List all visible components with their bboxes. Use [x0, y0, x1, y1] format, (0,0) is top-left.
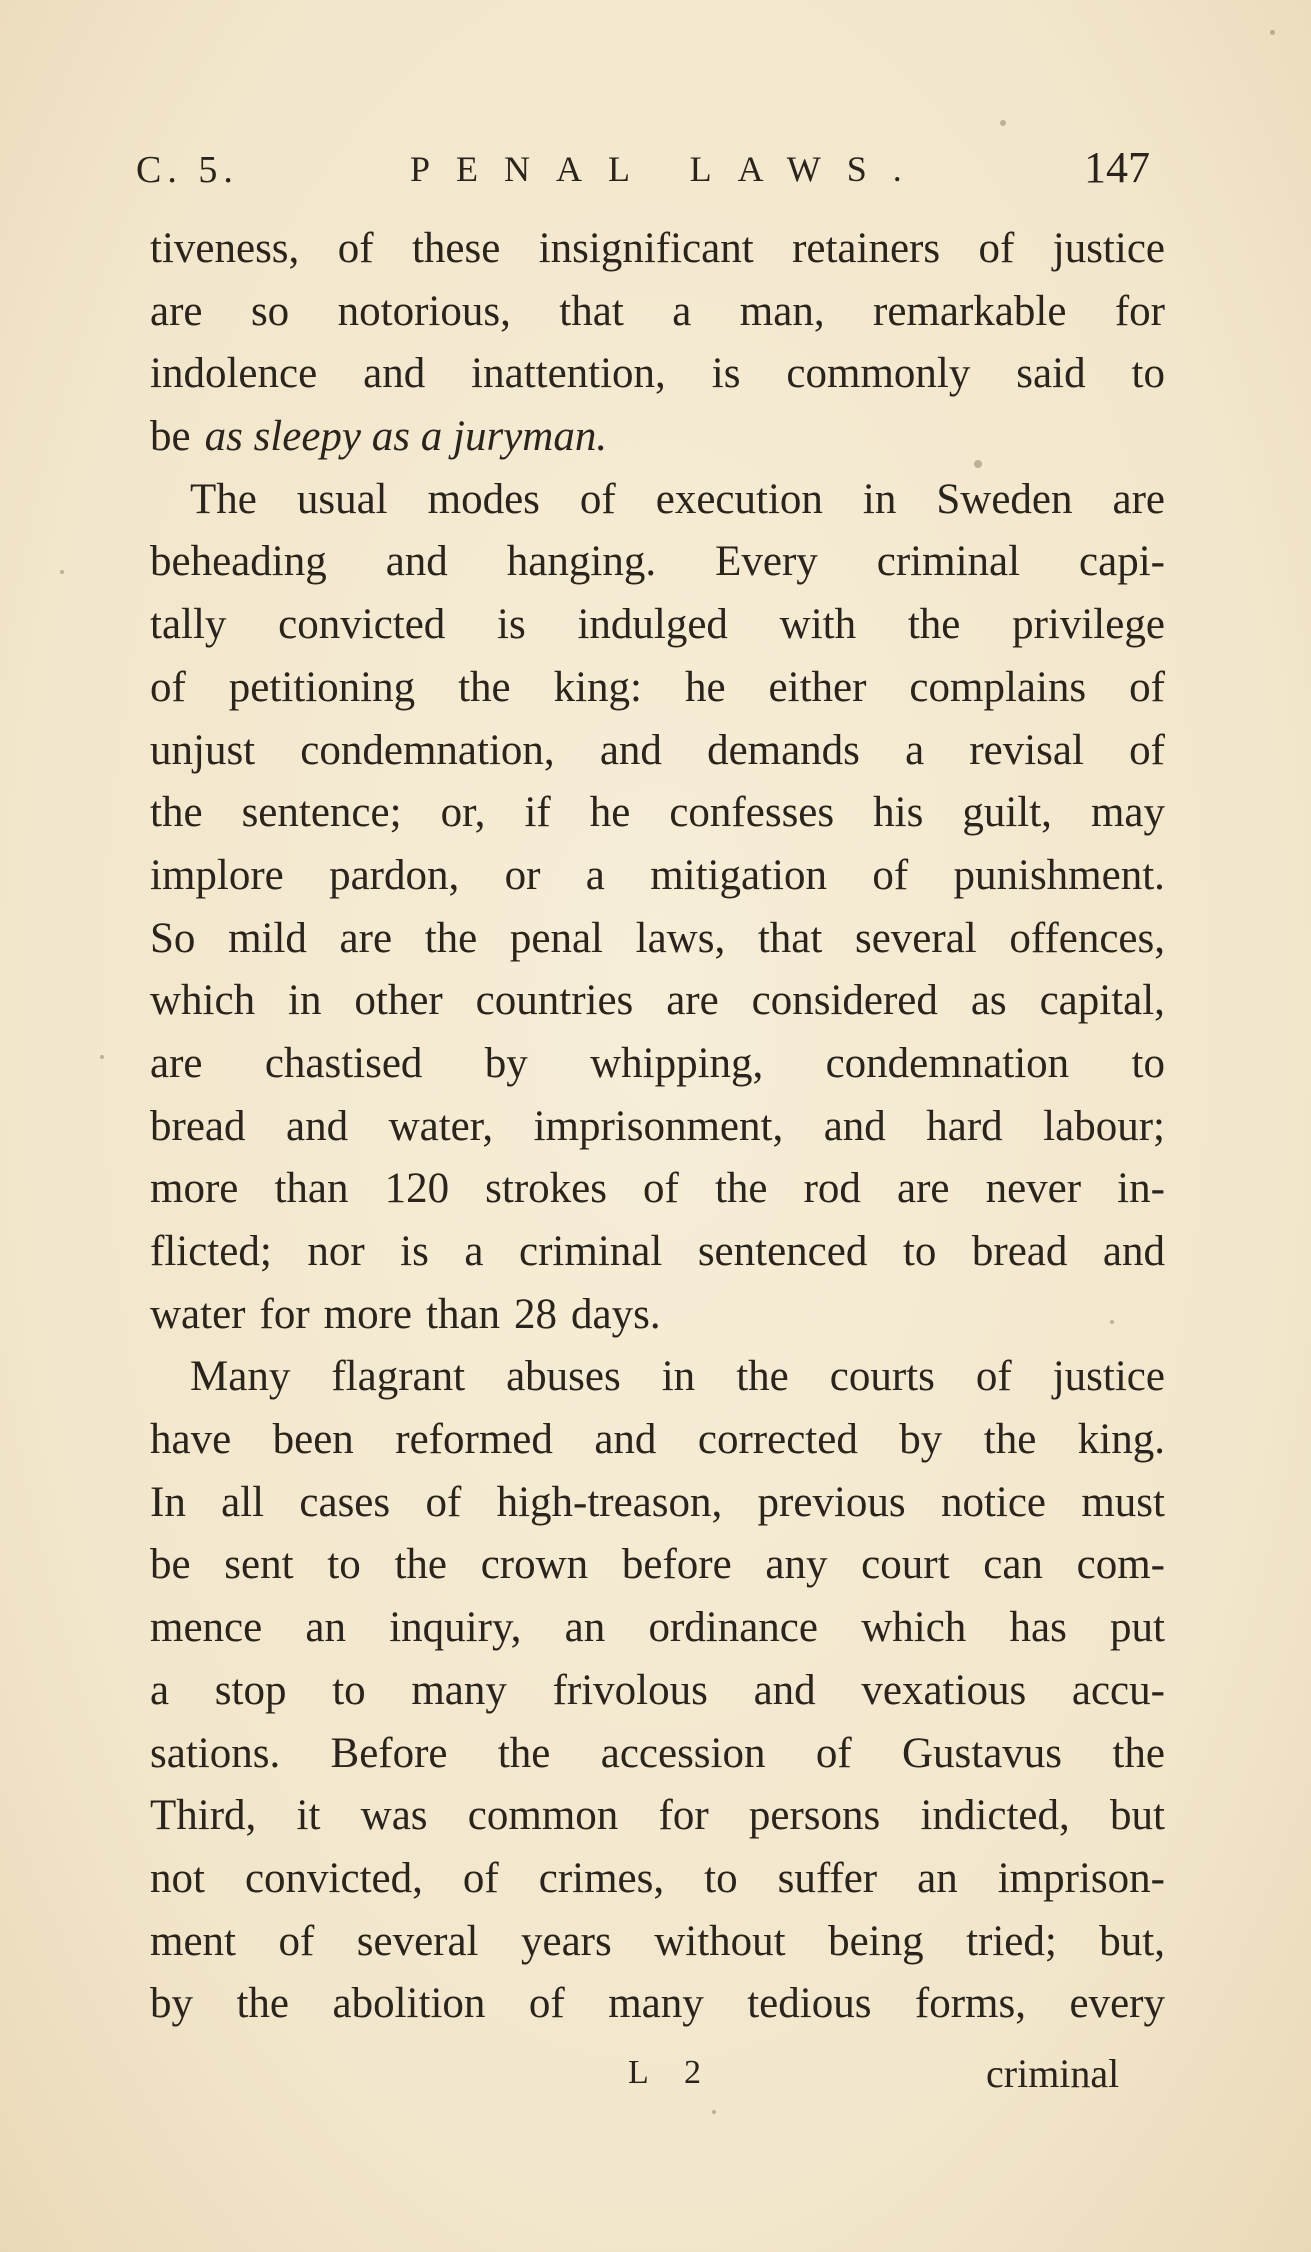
- word: stop: [214, 1666, 287, 1714]
- word: being: [828, 1917, 924, 1965]
- word: an: [564, 1604, 606, 1652]
- word: sentence;: [241, 789, 402, 837]
- word: but: [1109, 1792, 1165, 1840]
- word: beheading: [150, 538, 327, 586]
- text-line: [150, 218, 1165, 281]
- word: ordinance: [648, 1604, 818, 1652]
- word: and: [1102, 1228, 1165, 1275]
- word: privilege: [1012, 601, 1165, 649]
- text-line: [150, 1472, 1165, 1535]
- word: modes: [427, 475, 540, 523]
- word: retainers: [792, 225, 941, 272]
- word: king:: [553, 663, 643, 711]
- word: he: [684, 663, 726, 711]
- word: of: [150, 663, 186, 711]
- body-text: [150, 218, 1165, 2036]
- word: of: [978, 225, 1015, 272]
- word: with: [779, 601, 857, 649]
- word: Gustavus: [901, 1729, 1063, 1777]
- word: either: [768, 663, 867, 711]
- word: to: [704, 1854, 738, 1902]
- word: petitioning: [228, 663, 416, 711]
- word: is: [400, 1228, 429, 1275]
- text-line: [150, 1597, 1165, 1660]
- word: by: [899, 1416, 943, 1464]
- word: complains: [909, 663, 1087, 711]
- word: are: [896, 1165, 950, 1213]
- word: king.: [1077, 1416, 1165, 1464]
- word: sations.: [150, 1729, 281, 1777]
- word: revisal: [969, 726, 1084, 774]
- word: more: [323, 1290, 412, 1338]
- word: condemnation,: [300, 726, 555, 774]
- text-line: [150, 657, 1165, 720]
- word: forms,: [914, 1980, 1026, 2028]
- paper-speck: [712, 2110, 716, 2114]
- text-line: [150, 1911, 1165, 1974]
- text-line: [150, 970, 1165, 1033]
- word: to: [332, 1666, 366, 1714]
- word: 120: [384, 1165, 450, 1213]
- word: condemnation: [825, 1039, 1070, 1087]
- word: to: [1131, 1039, 1165, 1087]
- word: man,: [739, 287, 825, 335]
- word: persons: [748, 1792, 881, 1840]
- word: can: [983, 1541, 1043, 1589]
- word: com-: [1076, 1541, 1165, 1589]
- word: justice: [1052, 1353, 1165, 1401]
- word: of: [462, 1854, 499, 1902]
- word: execution: [655, 475, 823, 523]
- word: a: [905, 726, 925, 774]
- word: be: [150, 1541, 191, 1589]
- word: indicted,: [920, 1792, 1070, 1840]
- word: sentenced: [697, 1228, 868, 1275]
- word: bread: [150, 1102, 246, 1150]
- word: hanging.: [506, 538, 657, 586]
- page-footer: [0, 2048, 1311, 2108]
- word: the: [394, 1541, 447, 1589]
- word: must: [1081, 1478, 1165, 1526]
- word: and: [753, 1666, 816, 1714]
- word: Third,: [150, 1792, 257, 1840]
- word: Every: [715, 538, 818, 586]
- word: if: [524, 789, 551, 837]
- word: and: [599, 726, 662, 774]
- word: criminal: [876, 538, 1021, 586]
- word: crown: [480, 1541, 589, 1589]
- word: may: [1090, 789, 1165, 837]
- word: laws,: [635, 914, 726, 962]
- text-line: [150, 531, 1165, 594]
- word: So: [150, 914, 196, 962]
- word: the: [150, 789, 203, 837]
- word: in: [288, 977, 322, 1025]
- word: that: [559, 287, 624, 335]
- word: guilt,: [962, 789, 1052, 837]
- word: hard: [926, 1102, 1003, 1150]
- paper-speck: [60, 570, 64, 574]
- word: in-: [1117, 1165, 1165, 1213]
- word: as sleepy as a juryman.: [204, 413, 608, 461]
- word: unjust: [150, 726, 256, 774]
- word: of: [579, 475, 616, 523]
- text-line: [150, 1033, 1165, 1096]
- word: offences,: [1009, 914, 1165, 962]
- word: which: [861, 1604, 967, 1652]
- page-header: [0, 142, 1311, 202]
- word: remarkable: [873, 287, 1067, 335]
- word: previous: [757, 1478, 906, 1526]
- word: high-treason,: [496, 1478, 723, 1526]
- word: abuses: [506, 1353, 621, 1401]
- word: not: [150, 1854, 205, 1902]
- word: years: [520, 1917, 612, 1965]
- word: of: [872, 851, 909, 899]
- page-number: 147: [1084, 143, 1150, 192]
- word: be: [150, 413, 191, 461]
- word: many: [411, 1666, 507, 1714]
- word: and: [823, 1102, 886, 1150]
- word: as: [970, 977, 1007, 1025]
- word: than: [426, 1290, 501, 1338]
- word: every: [1069, 1980, 1165, 2028]
- word: so: [250, 287, 290, 335]
- text-line: [150, 1284, 1165, 1347]
- word: to: [902, 1228, 937, 1275]
- word: justice: [1052, 225, 1165, 272]
- word: confesses: [669, 789, 835, 837]
- paper-speck: [1000, 120, 1006, 126]
- word: convicted,: [244, 1854, 423, 1902]
- word: ment: [150, 1917, 236, 1965]
- word: reformed: [395, 1416, 553, 1464]
- text-line: [150, 1973, 1165, 2036]
- word: are: [666, 977, 719, 1025]
- word: suffer: [777, 1854, 878, 1902]
- word: and: [363, 350, 426, 398]
- word: mitigation: [650, 851, 827, 899]
- word: his: [873, 789, 924, 837]
- word: days.: [571, 1290, 661, 1338]
- text-line: [150, 469, 1165, 532]
- word: is: [711, 350, 741, 398]
- paper-speck: [1110, 1320, 1114, 1324]
- word: Sweden: [936, 475, 1073, 523]
- text-line: [150, 1096, 1165, 1159]
- word: flagrant: [331, 1353, 466, 1401]
- text-line: [150, 845, 1165, 908]
- word: in: [661, 1353, 696, 1401]
- text-line: [150, 1221, 1165, 1284]
- text-line: [150, 782, 1165, 845]
- word: flicted;: [150, 1228, 272, 1275]
- word: than: [274, 1165, 349, 1213]
- word: nor: [307, 1228, 365, 1275]
- word: of: [278, 1917, 315, 1965]
- text-line: [150, 343, 1165, 406]
- word: chastised: [264, 1039, 423, 1087]
- word: whipping,: [590, 1039, 764, 1087]
- word: a: [464, 1228, 484, 1275]
- word: corrected: [697, 1416, 858, 1464]
- word: a: [672, 287, 692, 335]
- word: mence: [150, 1604, 263, 1652]
- text-line: [150, 1409, 1165, 1472]
- text-line: [150, 1534, 1165, 1597]
- word: tedious: [747, 1980, 872, 2028]
- word: penal: [509, 914, 603, 962]
- word: the: [714, 1165, 768, 1213]
- word: put: [1110, 1604, 1165, 1652]
- word: have: [150, 1416, 232, 1464]
- word: are: [150, 287, 203, 335]
- word: pardon,: [329, 851, 460, 899]
- signature-mark: L 2: [628, 2054, 716, 2091]
- word: water: [150, 1290, 246, 1338]
- text-line: [150, 594, 1165, 657]
- text-line: [150, 720, 1165, 783]
- word: crimes,: [538, 1854, 665, 1902]
- word: to: [327, 1541, 361, 1589]
- word: the: [736, 1353, 789, 1401]
- word: but,: [1099, 1917, 1165, 1965]
- word: of: [1129, 726, 1165, 774]
- word: the: [424, 914, 478, 962]
- word: The: [190, 475, 257, 523]
- word: all: [221, 1478, 265, 1526]
- catchword: criminal: [986, 2051, 1120, 2096]
- word: mild: [228, 914, 307, 962]
- word: for: [658, 1792, 709, 1840]
- word: frivolous: [552, 1666, 708, 1714]
- word: these: [411, 225, 501, 272]
- word: the: [236, 1980, 290, 2028]
- word: it: [296, 1792, 321, 1840]
- word: vexatious: [861, 1666, 1027, 1714]
- word: imprison-: [997, 1854, 1165, 1902]
- word: notorious,: [337, 287, 511, 335]
- word: been: [272, 1416, 354, 1464]
- word: many: [608, 1980, 704, 2028]
- word: insignificant: [538, 225, 754, 272]
- word: tried;: [966, 1917, 1057, 1965]
- word: was: [360, 1792, 428, 1840]
- word: which: [150, 977, 256, 1025]
- word: capital,: [1039, 977, 1165, 1025]
- word: criminal: [519, 1228, 663, 1275]
- word: has: [1009, 1604, 1067, 1652]
- word: accession: [600, 1729, 766, 1777]
- word: labour;: [1043, 1102, 1165, 1150]
- word: imprisonment,: [533, 1102, 784, 1150]
- word: of: [528, 1980, 565, 2028]
- text-line: [150, 1848, 1165, 1911]
- word: or,: [440, 789, 486, 837]
- text-line: [150, 281, 1165, 344]
- word: Many: [190, 1353, 291, 1401]
- word: court: [861, 1541, 950, 1589]
- word: of: [425, 1478, 462, 1526]
- word: in: [862, 475, 897, 523]
- word: to: [1131, 350, 1165, 398]
- word: a: [150, 1666, 170, 1714]
- word: convicted: [278, 601, 446, 649]
- word: of: [643, 1165, 679, 1213]
- word: tiveness,: [150, 225, 300, 272]
- word: without: [654, 1917, 786, 1965]
- word: more: [150, 1165, 239, 1213]
- word: indulged: [577, 601, 728, 649]
- word: several: [854, 914, 977, 962]
- word: notice: [940, 1478, 1047, 1526]
- text-line: [150, 1158, 1165, 1221]
- text-line: [150, 1660, 1165, 1723]
- word: and: [594, 1416, 657, 1464]
- word: bread: [971, 1228, 1068, 1275]
- word: he: [589, 789, 631, 837]
- word: the: [907, 601, 961, 649]
- word: several: [356, 1917, 479, 1965]
- word: for: [1114, 287, 1165, 335]
- paper-speck: [100, 1055, 104, 1059]
- word: and: [385, 538, 448, 586]
- text-line: [150, 406, 1165, 469]
- word: for: [259, 1290, 310, 1338]
- word: any: [765, 1541, 828, 1589]
- word: a: [585, 851, 605, 899]
- word: by: [484, 1039, 528, 1087]
- word: the: [458, 663, 511, 711]
- word: before: [621, 1541, 732, 1589]
- word: are: [1112, 475, 1165, 523]
- word: punishment.: [953, 851, 1165, 899]
- text-line: [150, 1346, 1165, 1409]
- word: are: [339, 914, 393, 962]
- word: the: [983, 1416, 1037, 1464]
- word: usual: [296, 475, 388, 523]
- word: Before: [330, 1729, 448, 1777]
- word: courts: [829, 1353, 935, 1401]
- word: capi-: [1079, 538, 1165, 586]
- word: the: [1112, 1729, 1165, 1777]
- word: In: [150, 1478, 186, 1526]
- text-line: [150, 908, 1165, 971]
- word: of: [975, 1353, 1012, 1401]
- text-line: [150, 1723, 1165, 1786]
- word: inquiry,: [389, 1604, 522, 1652]
- word: demands: [707, 726, 860, 774]
- word: indolence: [150, 350, 318, 398]
- word: accu-: [1071, 1666, 1165, 1714]
- chapter-marker: C. 5.: [136, 149, 239, 191]
- word: an: [305, 1604, 347, 1652]
- paper-speck: [974, 460, 982, 468]
- word: of: [815, 1729, 852, 1777]
- paper-speck: [1270, 30, 1275, 35]
- running-title: PENAL LAWS.: [410, 149, 928, 189]
- word: common: [467, 1792, 619, 1840]
- word: tally: [150, 601, 227, 649]
- text-line: [150, 1785, 1165, 1848]
- word: considered: [751, 977, 938, 1025]
- word: inattention,: [471, 350, 666, 398]
- word: 28: [514, 1290, 558, 1338]
- word: that: [757, 914, 823, 962]
- word: sent: [224, 1541, 294, 1589]
- word: is: [497, 601, 526, 649]
- word: of: [337, 225, 374, 272]
- word: cases: [299, 1478, 391, 1526]
- word: the: [497, 1729, 551, 1777]
- word: other: [354, 977, 443, 1025]
- word: and: [285, 1102, 349, 1150]
- word: or: [504, 851, 541, 899]
- word: implore: [150, 851, 284, 899]
- word: never: [985, 1165, 1082, 1213]
- word: said: [1016, 350, 1086, 398]
- word: commonly: [786, 350, 971, 398]
- word: an: [917, 1854, 958, 1902]
- word: water,: [388, 1102, 494, 1150]
- word: by: [150, 1980, 193, 2028]
- word: countries: [475, 977, 634, 1025]
- word: rod: [803, 1165, 861, 1213]
- word: abolition: [332, 1980, 486, 2028]
- word: of: [1129, 663, 1165, 711]
- word: strokes: [485, 1165, 607, 1213]
- word: are: [150, 1039, 203, 1087]
